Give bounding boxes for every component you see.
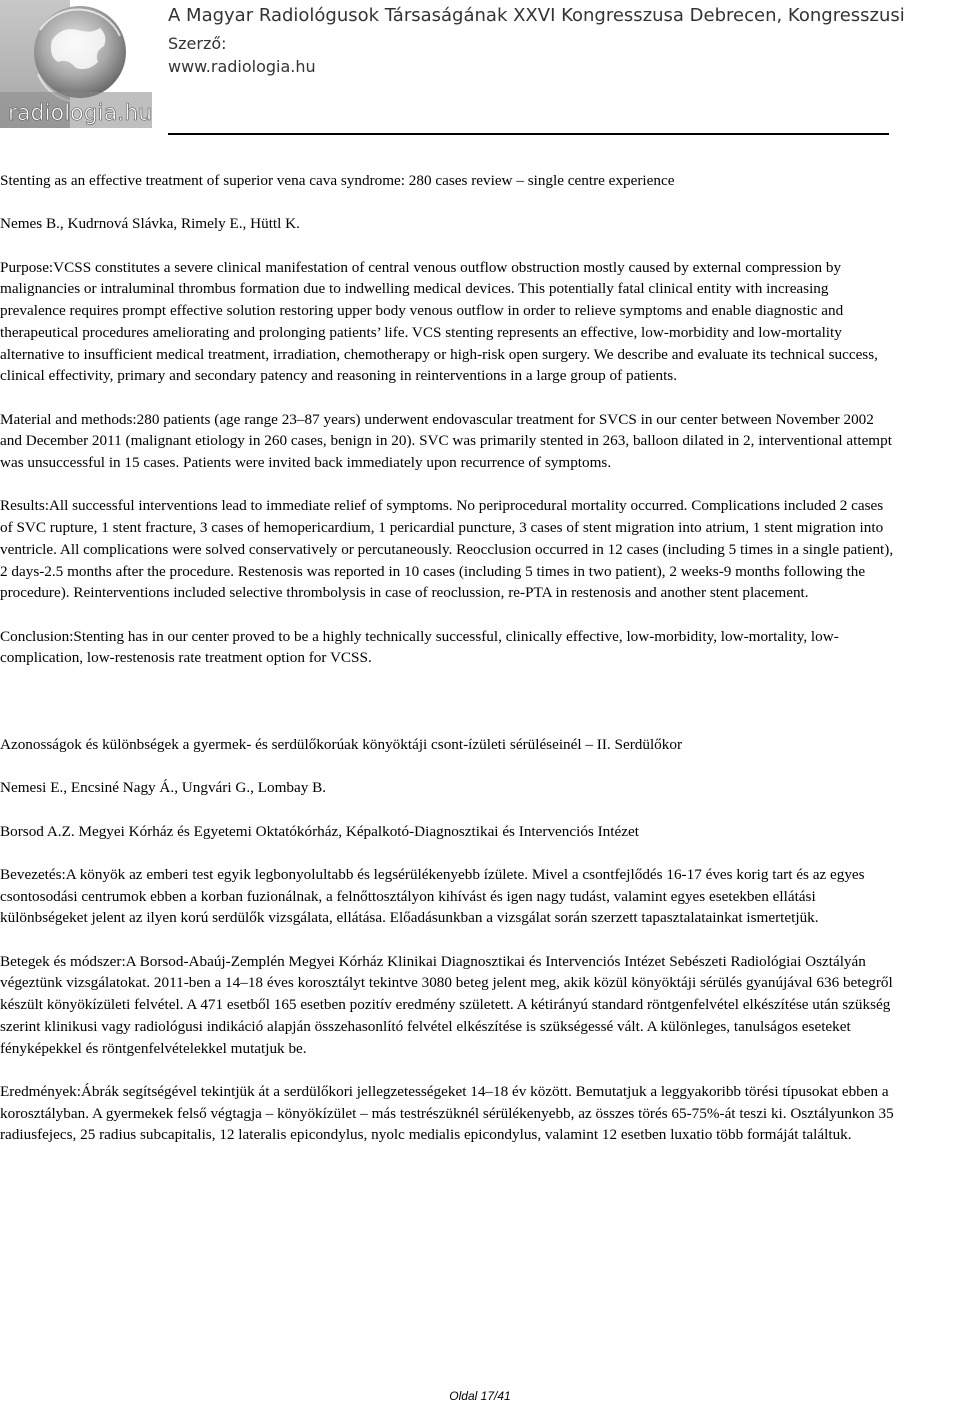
conference-title: A Magyar Radiológusok Társaságának XXVI Kongresszusa Debrecen, Kongresszusi	[168, 5, 905, 26]
abstract-2-methods: Betegek és módszer:A Borsod-Abaúj-Zemplén Megyei Kórház Klinikai Diagnosztikai és Intervenciós Intézet Sebészeti Radiológiai Osztályán végeztünk vizsgálatokat. 2011-ben a 14–18 éves korosztályt tekintve 3080 beteg jelent meg, akik közül könyöktáji sérülés gyanújával 636 betegről készült könyökízületi felvétel. A 471 esetből 165 esetben pozitív eredmény született. A kétirányú standard röntgenfelvétel elkészítése után szükség szerint klinikusi vagy radiológusi indikáció alapján összehasonlító felvétel elkészítése is szükségessé vált. A különleges, tanulságos eseteket fényképekkel és röntgenfelvételekkel mutatjuk be.	[0, 952, 893, 1057]
abstract-1-purpose: Purpose:VCSS constitutes a severe clinical manifestation of central venous outflow obstruction mostly caused by external compression by malignancies or intraluminal thrombus formation due to indwelling medical devices. This potentially fatal clinical entity with increasing prevalence requires prompt effective solution restoring upper body venous outflow in order to relieve symptoms and enable diagnostic and therapeutical procedures ameliorating and prolonging patients’ life. VCS stenting represents an effective, low-morbidity and low-mortality alternative to insufficient medical treatment, irradiation, chemotherapy or high-risk open surgery. We describe and evaluate its technical success, clinical effectivity, primary and secondary patency and reasoning in reinterventions in a large group of patients.	[0, 258, 878, 385]
radiologia-logo	[0, 0, 152, 128]
page-number: Oldal 17/41	[449, 1389, 511, 1403]
abstract-2-results: Eredmények:Ábrák segítségével tekintjük át a serdülőkori jellegzetességeket 14–18 év között. Bemutatjuk a leggyakoribb törési típusokat ebben a korosztályban. A gyermekek felső végtagja – könyökízület – más testrészüknél sérülékenyebb, az összes törés 65-75%-át teszi ki. Osztályunkon 35 radiusfejecs, 25 radius subcapitalis, 12 lateralis epicondylus, nyolc medialis epicondylus, valamint 12 esetben luxatio több formáját találtuk.	[0, 1082, 894, 1144]
abstract-1-methods: Material and methods:280 patients (age range 23–87 years) underwent endovascular treatment for SVCS in our center between November 2002 and December 2011 (malignant etiology in 260 cases, benign in 20). SVC was primarily stented in 263, balloon dilated in 2, interventional attempt was unsuccessful in 15 cases. Patients were invited back immediately upon recurrence of symptoms.	[0, 410, 892, 472]
author-label: Szerző:	[168, 34, 227, 53]
abstract-separator	[0, 691, 895, 734]
abstract-1-title: Stenting as an effective treatment of superior vena cava syndrome: 280 cases review – single centre experience	[0, 172, 675, 189]
page-header	[0, 0, 960, 140]
page-content	[0, 170, 895, 1168]
abstract-1-conclusion: Conclusion:Stenting has in our center proved to be a highly technically successful, clinically effective, low-morbidity, low-mortality, low-complication, low-restenosis rate treatment option for VCSS.	[0, 627, 839, 667]
abstract-2-authors: Nemesi E., Encsiné Nagy Á., Ungvári G., Lombay B.	[0, 779, 327, 797]
header-divider	[168, 133, 889, 135]
abstract-1-authors: Nemes B., Kudrnová Slávka, Rimely E., Hüttl K.	[0, 215, 300, 233]
website-link[interactable]: www.radiologia.hu	[168, 57, 316, 76]
abstract-2-affiliation: Borsod A.Z. Megyei Kórház és Egyetemi Oktatókórház, Képalkotó-Diagnosztikai és Intervenciós Intézet	[0, 822, 639, 840]
svg-text:radiologia.hu: radiologia.hu	[8, 101, 152, 126]
abstract-2-introduction: Bevezetés:A könyök az emberi test egyik legbonyolultabb és legsérülékenyebb ízülete. Mivel a csontfejlődés 16-17 éves korig tart és az egyes csontosodási centrumok ebben a korban fuzionálnak, a felnőttosztályon kihívást és igen nagy tudást, valamint egyes esetekben ellátási különbségeket jelent az ilyen korú serdülők vizsgálata, ellátása. Előadásunkban a vizsgálat során szerzett tapasztalatainkat ismertetjük.	[0, 865, 865, 927]
abstract-2-title: Azonosságok és különbségek a gyermek- és serdülőkorúak könyöktáji csont-ízületi sérüléseinél – II. Serdülőkor	[0, 735, 682, 753]
abstract-1-results: Results:All successful interventions lead to immediate relief of symptoms. No periprocedural mortality occurred. Complications included 2 cases of SVC rupture, 1 stent fracture, 3 cases of hemopericardium, 1 pericardial puncture, 3 cases of stent migration into atrium, 1 stent migration into ventricle. All complications were solved conservatively or percutaneously. Reocclusion occurred in 12 cases (including 5 times in a single patient), 2 days-2.5 months after the procedure. Restenosis was reported in 10 cases (including 5 times in two patient), 2 weeks-9 months following the procedure). Reinterventions included selective thrombolysis in case of reoclussion, re-PTA in restenosis and another stent placement.	[0, 497, 894, 602]
